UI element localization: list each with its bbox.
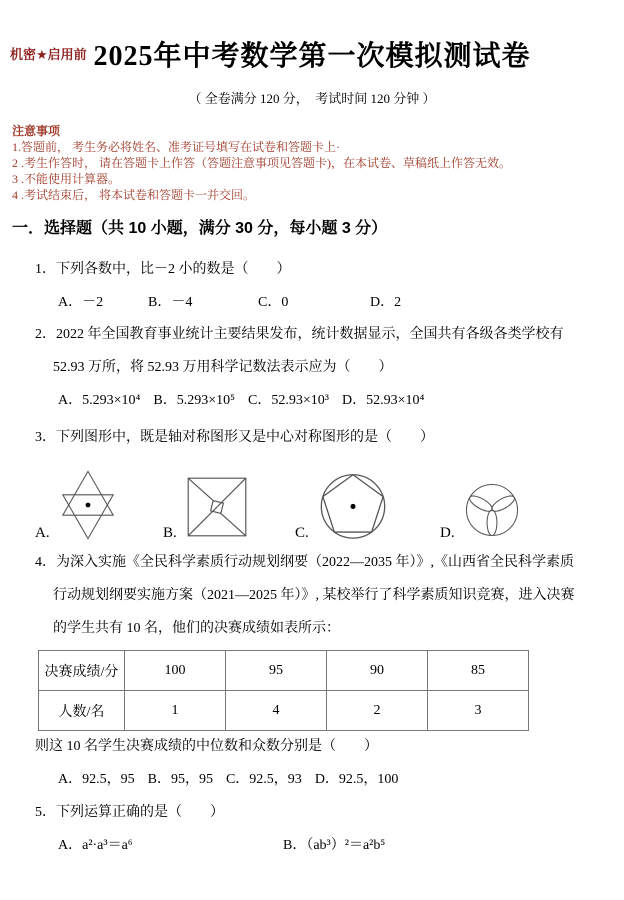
question-4-text-line2: 行动规划纲要实施方案（2021—2025 年）》, 某校举行了科学素质知识竞赛，进入决赛 — [53, 588, 575, 603]
question-2-options — [58, 393, 624, 408]
q3-figure-d — [440, 481, 560, 541]
q2-option-c: C．52.93×10³ — [248, 393, 329, 408]
question-2-text-line1: 2．2022 年全国教育事业统计主要结果发布，统计数据显示，全国共有各级各类学校有 — [35, 327, 564, 342]
q4-option-b: B．95，95 — [147, 772, 213, 787]
question-4-text-line3: 的学生共有 10 名，他们的决赛成绩如表所示： — [53, 621, 340, 636]
note-line-4: 4 .考试结束后， 将本试卷和答题卡一并交回。 — [12, 188, 256, 202]
q4-option-c: C．92.5，93 — [225, 772, 302, 787]
q3-figure-c-label: C. — [295, 525, 309, 541]
count-cell: 1 — [125, 691, 226, 731]
question-5-text: 5．下列运算正确的是（ ） — [35, 805, 224, 820]
hexagram-star-icon — [58, 469, 118, 541]
count-cell: 3 — [428, 691, 529, 731]
note-line-2: 2 .考生作答时， 请在答题卡上作答（答题注意事项见答题卡)，在本试卷、草稿纸上作答无效。 — [12, 156, 511, 170]
exam-title: 2025年中考数学第一次模拟测试卷 — [93, 41, 531, 72]
score-cell: 95 — [226, 651, 327, 691]
question-3-text: 3．下列图形中，既是轴对称图形又是中心对称图形的是（ ） — [35, 430, 434, 445]
q2-option-d: D．52.93×10⁴ — [341, 393, 425, 408]
q3-figure-a-label: A. — [35, 525, 50, 541]
count-header-cell: 人数/名 — [39, 691, 125, 731]
question-1-options — [58, 295, 624, 310]
trefoil-in-circle-icon — [463, 481, 521, 539]
question-2-text-line2: 52.93 万所，将 52.93 万用科学记数法表示应为（ ） — [53, 360, 393, 375]
question-1-text: 1．下列各数中，比－2 小的数是（ ） — [35, 262, 291, 277]
question-4-text-line1: 4．为深入实施《全民科学素质行动规划纲要（2022—2035 年）》,《山西省全民科学素质 — [35, 555, 574, 570]
question-3-figures — [35, 455, 624, 541]
q1-option-d: D．2 — [370, 295, 402, 310]
question-4-options — [58, 772, 624, 787]
exam-subtitle: （ 全卷满分 120 分， 考试时间 120 分钟 ） — [188, 91, 436, 106]
q1-option-c: C．0 — [258, 295, 289, 310]
note-line-1: 1.答题前， 考生务必将姓名、准考证号填写在试卷和答题卡上· — [12, 140, 340, 154]
q4-option-a: A．92.5，95 — [58, 772, 135, 787]
question-4-prompt: 则这 10 名学生决赛成绩的中位数和众数分别是（ ） — [35, 739, 378, 754]
q2-option-a: A．5.293×10⁴ — [58, 393, 141, 408]
note-line-3: 3 .不能使用计算器。 — [12, 172, 121, 186]
section-1-heading: 一．选择题（共 10 小题，满分 30 分，每小题 3 分） — [12, 220, 388, 237]
q3-figure-b — [163, 473, 295, 541]
pentagon-in-circle-icon — [317, 469, 389, 541]
count-cell: 2 — [327, 691, 428, 731]
q1-option-a: A．－2 — [58, 295, 104, 310]
q4-option-d: D．92.5，100 — [314, 772, 399, 787]
pinwheel-square-icon — [185, 473, 249, 541]
table-row-counts — [39, 691, 529, 731]
q3-figure-c — [295, 469, 440, 541]
q5-option-b: B．（ab³）²＝a²b⁵ — [283, 838, 386, 853]
notes-heading: 注意事项 — [12, 124, 61, 138]
exam-notes — [12, 123, 624, 203]
count-cell: 4 — [226, 691, 327, 731]
score-cell: 85 — [428, 651, 529, 691]
q5-option-a: A．a²·a³＝a⁶ — [58, 838, 133, 853]
q1-option-b: B．－4 — [148, 295, 193, 310]
q2-option-b: B．5.293×10⁵ — [153, 393, 236, 408]
question-5-options — [58, 838, 624, 853]
q4-score-table — [38, 650, 529, 731]
q3-figure-a — [35, 469, 163, 541]
score-header-cell: 决赛成绩/分 — [39, 651, 125, 691]
q3-figure-d-label: D. — [440, 525, 455, 541]
score-cell: 90 — [327, 651, 428, 691]
confidential-stamp: 机密★启用前 — [10, 47, 87, 62]
score-cell: 100 — [125, 651, 226, 691]
table-row-scores — [39, 651, 529, 691]
q3-figure-b-label: B. — [163, 525, 177, 541]
